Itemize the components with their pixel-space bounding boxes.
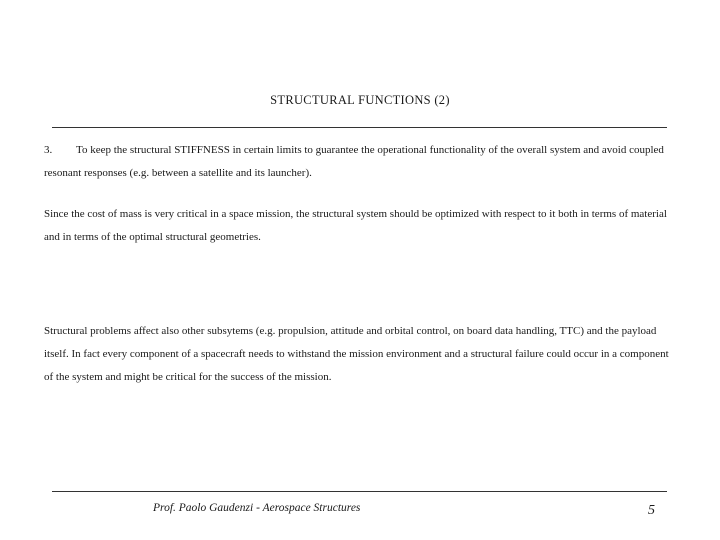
- item-3-paragraph: [44, 139, 674, 185]
- slide-title: STRUCTURAL FUNCTIONS (2): [270, 93, 450, 107]
- mass-paragraph: Since the cost of mass is very critical in a space mission, the structural system should be optimized with respect to it both in terms of material and in terms of the optimal structural geometries.: [44, 208, 667, 243]
- footer-author: Prof. Paolo Gaudenzi - Aerospace Structures: [153, 502, 361, 514]
- item-number: 3.: [44, 144, 53, 156]
- title-divider: [52, 127, 667, 128]
- item-text: To keep the structural STIFFNESS in certain limits to guarantee the operational functionality of the overall system and avoid coupled resonant responses (e.g. between a satellite and its launcher).: [44, 144, 664, 179]
- subsystems-paragraph: Structural problems affect also other subsytems (e.g. propulsion, attitude and orbital control, on board data handling, TTC) and the payload itself. In fact every component of a spacecraft needs to withstand the mission environment and a structural failure could occur in a component of the system and might be critical for the success of the mission.: [44, 325, 669, 383]
- footer-divider: [52, 491, 667, 492]
- page-number: 5: [648, 503, 655, 518]
